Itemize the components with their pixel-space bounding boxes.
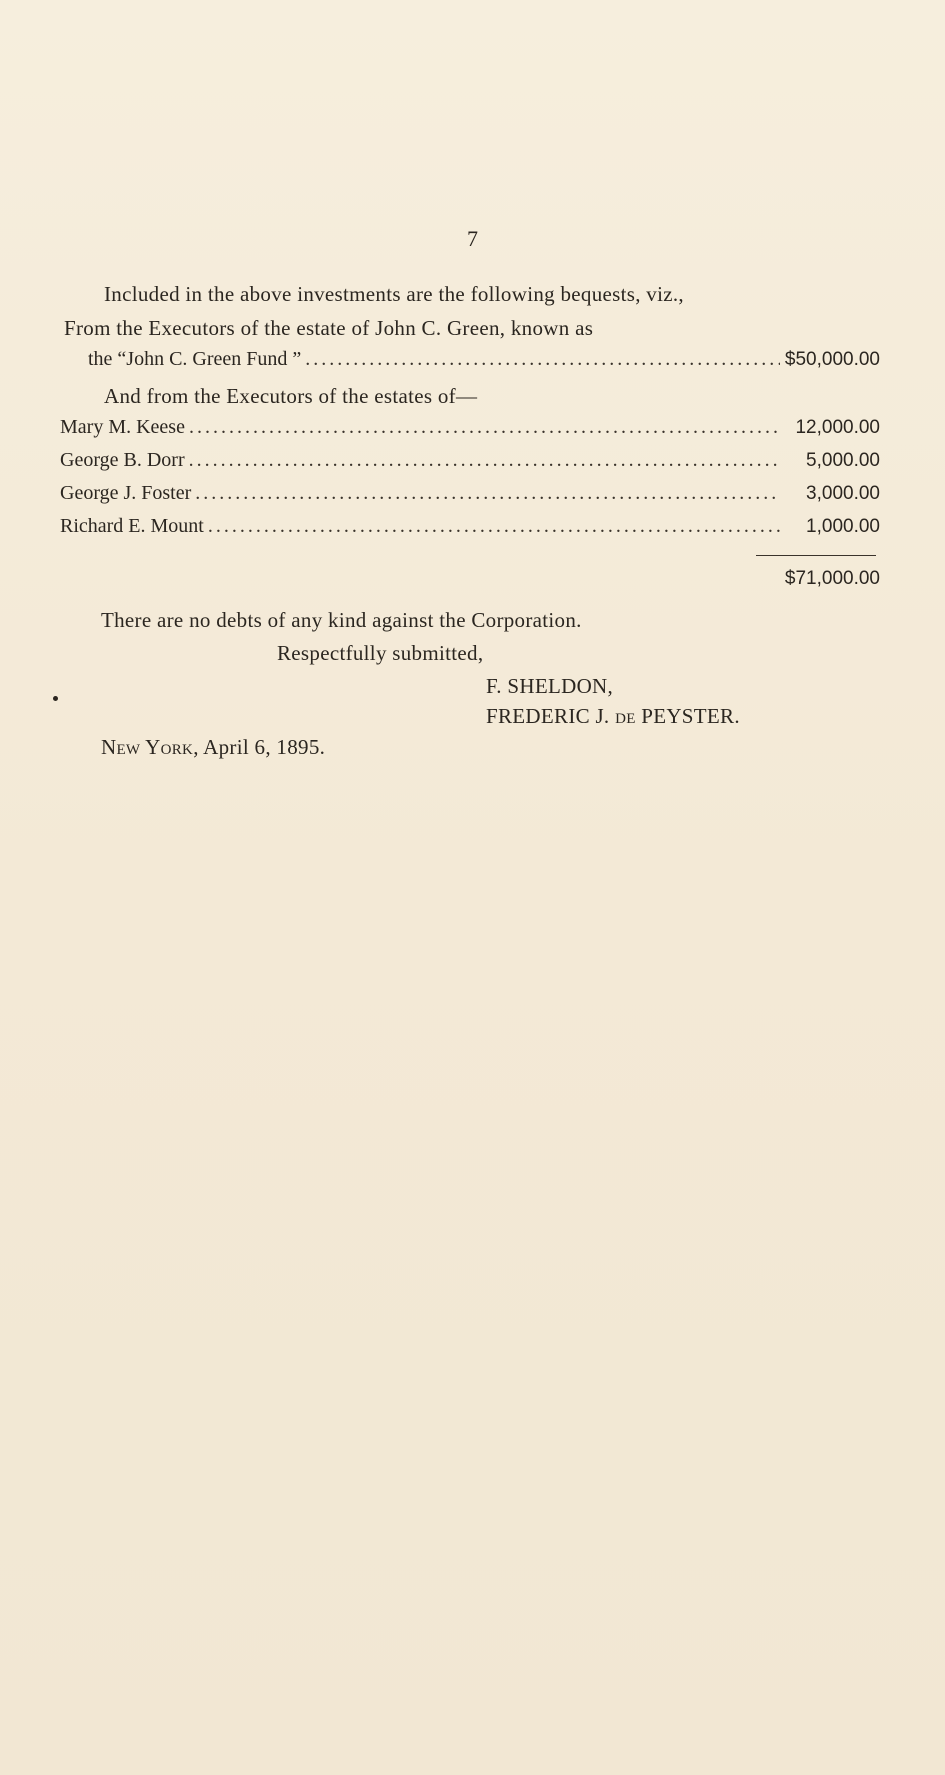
dot-leader: [208, 515, 780, 538]
bequest-name: George B. Dorr: [60, 449, 185, 471]
bequest-name: Richard E. Mount: [60, 515, 204, 537]
bequest-row: [60, 449, 880, 477]
total-amount: $71,000.00: [784, 568, 880, 589]
bequest-amount: 1,000.00: [806, 516, 880, 537]
page-number: 7: [467, 226, 478, 251]
bequest-amount: 5,000.00: [806, 450, 880, 471]
bequest-amount: 12,000.00: [795, 417, 880, 438]
signatory-2-given: FREDERIC J.: [486, 704, 610, 728]
bequest-name: Mary M. Keese: [60, 416, 185, 438]
estates-intro: And from the Executors of the estates of—: [104, 384, 478, 408]
dot-leader: [189, 449, 780, 472]
signatory-1: F. SHELDON,: [486, 674, 614, 698]
signatory-2-surname: PEYSTER.: [641, 704, 740, 728]
intro-line-2: From the Executors of the estate of John C. Green, known as: [64, 316, 594, 340]
bequest-row: [60, 482, 880, 510]
intro-line-1: Included in the above investments are the following bequests, viz.,: [104, 282, 684, 306]
sum-rule: [756, 555, 876, 556]
dot-leader: [195, 482, 780, 505]
fund-name: the “John C. Green Fund ”: [88, 348, 302, 370]
signatory-2-particle: de: [615, 704, 636, 728]
bequest-row: [60, 416, 880, 444]
bequest-amount: 3,000.00: [806, 483, 880, 504]
dot-leader: [305, 348, 780, 371]
fund-row: [88, 348, 880, 376]
date-line: [101, 733, 325, 761]
date: April 6, 1895.: [203, 735, 326, 759]
no-debts-statement: There are no debts of any kind against the Corporation.: [101, 608, 582, 632]
closing-line: Respectfully submitted,: [277, 641, 484, 665]
signatory-2: [486, 702, 740, 730]
dot-leader: [189, 416, 780, 439]
bequest-row: [60, 515, 880, 543]
fund-amount: $50,000.00: [784, 349, 880, 370]
bequest-name: George J. Foster: [60, 482, 192, 504]
place: New York,: [101, 735, 199, 759]
ink-speck: [53, 696, 58, 701]
